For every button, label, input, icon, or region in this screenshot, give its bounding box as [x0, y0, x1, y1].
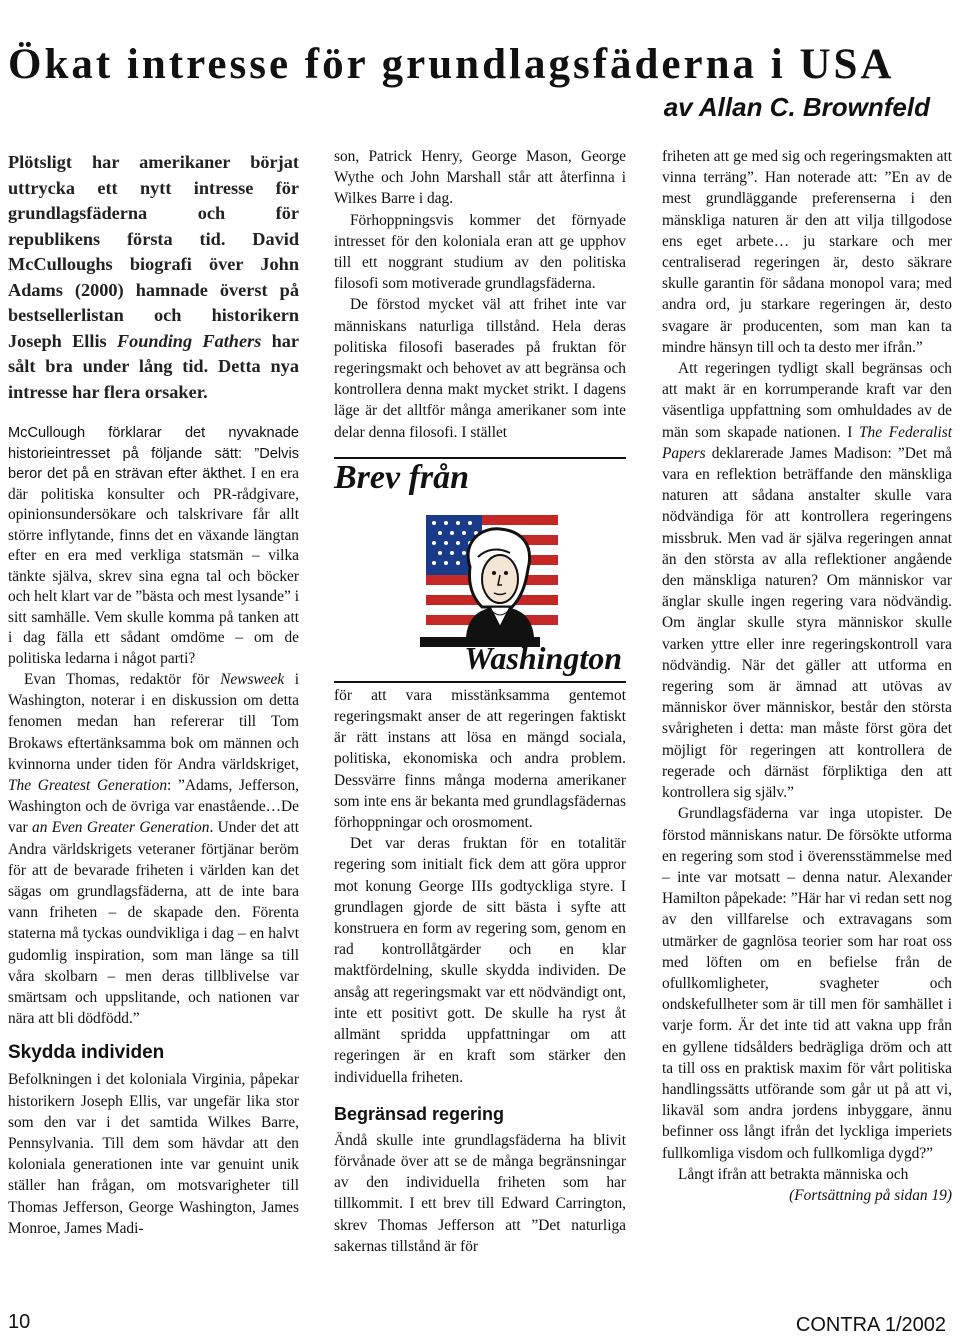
body-paragraph: son, Patrick Henry, George Mason, George Wythe och John Marshall står att återfinna i Wilkes Barre i dag.: [334, 148, 626, 208]
body-paragraph: för att vara misstänksamma gentemot regeringsmakt anser de att regeringen faktiskt är rätt instans att lösa en mängd sociala, politiska, ekonomiska och andra problem. Dessvärre finns många moderna amerikaner som inte ens är bekanta med grundlagsfädernas förhoppningar och orosmoment.: [334, 686, 626, 832]
issue-label: CONTRA 1/2002: [795, 1314, 946, 1336]
section-heading: Skydda individen: [8, 1042, 165, 1064]
figure-title-top: Brev från: [334, 458, 470, 496]
body-paragraph: Långt ifrån att betrakta människa och: [678, 1165, 909, 1183]
body-paragraph: Att regeringen tydligt skall begränsas och att makt är en korrumperande kraft var den väsentliga uppfattning som omhuldades av de män som skapade nationen. I The Federalist Papers deklarerade James Madison: ”Det må vara en reflektion beträffande den mänskliga naturen att sådana anstalter skulle vara nödvändiga för att kontrollera regeringens missbruk. Men vad är själva regeringen annat än den största av alla reflektioner angående den mänskliga naturen? Om människor var änglar skulle ingen regering vara nödvändig. Om änglar skulle styra människor skulle varken yttre eller inre regeringskontroll vara nödvändig. När det gäller att utforma en regering som är ämnad att utövas av människor över människor, består den största svårigheten i detta: man måste först göra det möjligt för regeringen att kontrollera de regerade och därnäst förpliktiga den att kontrollera sig själv.”: [662, 360, 952, 802]
body-paragraph: De förstod mycket väl att frihet inte var människans naturliga tillstånd. Hela deras politiska filosofi baserades på fruktan för regeringsmakt och behovet av att begränsa och kontrollera denna makt mycket strikt. I dagens läge är det alltför många amerikaner som inte delar denna filosofi. I stället: [334, 296, 626, 441]
figure-bottom-rule: [334, 681, 626, 683]
page-number: 10: [8, 1311, 31, 1333]
body-paragraph: Det var deras fruktan för en totalitär regering som initialt fick dem att göra uppror mot konung George IIIs godtyckliga styre. I grundlagen gjorde de sitt bästa i syfte att konstruera en form av regering som, genom en rad kontrollåtgärder och en klar maktfördelning, skulle skydda individen. De ansåg att regeringsmakt var ett nödvändigt ont, inte ett positivt gott. De skulle ha ryst åt allmänt spridda uppfattningar om att regeringen är en kraft som stärker den individuella friheten.: [334, 835, 626, 1086]
body-paragraph: Ändå skulle inte grundlagsfäderna ha blivit förvånade över att se de många begränsningar av den individuella friheten som har tillkommit. I ett brev till Edward Carrington, skrev Thomas Jefferson att ”Det naturliga sakernas tillstånd är för: [334, 1131, 626, 1255]
section-heading: Begränsad regering: [334, 1103, 505, 1124]
intro-paragraph: McCullough förklarar det nyvaknade historieintresset på följande sätt: ”Delvis beror det på en strävan efter äkthet. I en era där politiska konsulter och PR-rådgivare, opinionsundersökare och talskrivare får allt större inflytande, finns det en växande längtan efter en era med verkliga statsmän – vilka tänkte själva, skrev sina egna tal och böcker och helt klart var de ”bästa och mest lysande” i sitt samhälle. Vem skulle komma på tanken att i dag fälla ett sådant omdöme – om de politiska ledarna i något parti?: [8, 425, 299, 667]
body-paragraph: Evan Thomas, redaktör för Newsweek i Washington, noterar i en diskussion om detta fenomen medan han refererar till Tom Brokaws eftertänksamma bok om männen och kvinnorna under tiden för Andra världskriget, The Greatest Generation: ”Adams, Jefferson, Washington och de övriga var enastående…De var an Even Greater Generation. Under det att Andra världskrigets veteraner förtjänar beröm för att de bevarade friheten i världen kan det sägas om grundlagsfäderna, att de inte bara vann friheten – de skapade den. Förenta staterna må tyckas oundvikliga i dag – en halvt gudomlig inspiration, som man länge sa till våra skolbarn – men deras tillblivelse var smärtsam och uppslitande, och nationen var nära att bli dödfödd.”: [8, 671, 300, 1028]
page-title: Ökat intresse för grundlagsfäderna i USA: [8, 41, 895, 88]
body-paragraph: Grundlagsfäderna var inga utopister. De förstod människans natur. De försökte utforma en regering som stod i överensstämmelse med – inte var motsatt – denna natur. Alexander Hamilton påpekade: ”Här har vi redan sett nog av den villfarelse och extravagans som utmärker de gagnlösa teorier som har roat oss med löften om en befielse från de ofullkomligheter, svagheter och ondskefullheter som är till men för samhället i varje form. Är det inte tid att vakna upp från en gyllene tidsålders bedrägliga dröm och att ta till oss en praktisk maxim för vårt politiska handlingssätts utförande som går ut på att vi, likaväl som andra jordens inbyggare, ännu befinner oss långt ifrån det lyckliga imperiets fullkomliga visdom och fullkomliga dygd?”: [662, 805, 952, 1162]
body-paragraph: friheten att ge med sig och regeringsmakten att vinna terräng”. Han noterade att: ”En av de mest grundläggande preferenserna i den mänskliga naturen är den att vilja tillgodose ens eget arbete… ju starkare och mer centraliserad regeringen är, desto säkrare skulle garantin för sådana monopol vara; med andra ord, ju starkare regeringen är, desto svagare är producenten, som man kan ta mindre hänsyn till och ta desto mer ifrån.”: [662, 148, 952, 356]
body-paragraph: Förhoppningsvis kommer det förnyade intresset för den koloniala eran att ge upphov till ett noggrant studium av den politiska filosofi som motiverade grundlagsfäderna.: [334, 211, 626, 293]
figure-title-bottom: Washington: [464, 639, 622, 676]
column-3: [662, 146, 952, 1206]
continued-note: (Fortsättning på sidan 19): [789, 1186, 952, 1204]
column-2: [334, 146, 626, 1257]
byline: av Allan C. Brownfeld: [663, 92, 930, 122]
column-1: [8, 146, 299, 1239]
lede-paragraph: Plötsligt har amerikaner börjat uttrycka ett nytt intresse för grundlagsfäderna och för republikens första tid. David McCulloughs biografi över John Adams (2000) hamnade överst på bestsellerlistan och historikern Joseph Ellis Founding Fathers har sålt bra under lång tid. Detta nya intresse har flera orsaker.: [8, 152, 299, 402]
body-paragraph: Befolkningen i det koloniala Virginia, påpekar historikern Joseph Ellis, var ungefär lika stor som den var i det samtida Wilkes Barre, Pennsylvania. Till dem som hävdar att den koloniala generationen inte var genuint unik ställer han frågan, om motsvarigheter till Thomas Jefferson, George Washington, James Monroe, James Madi-: [8, 1071, 299, 1237]
brev-fran-washington-illustration: [334, 457, 626, 677]
